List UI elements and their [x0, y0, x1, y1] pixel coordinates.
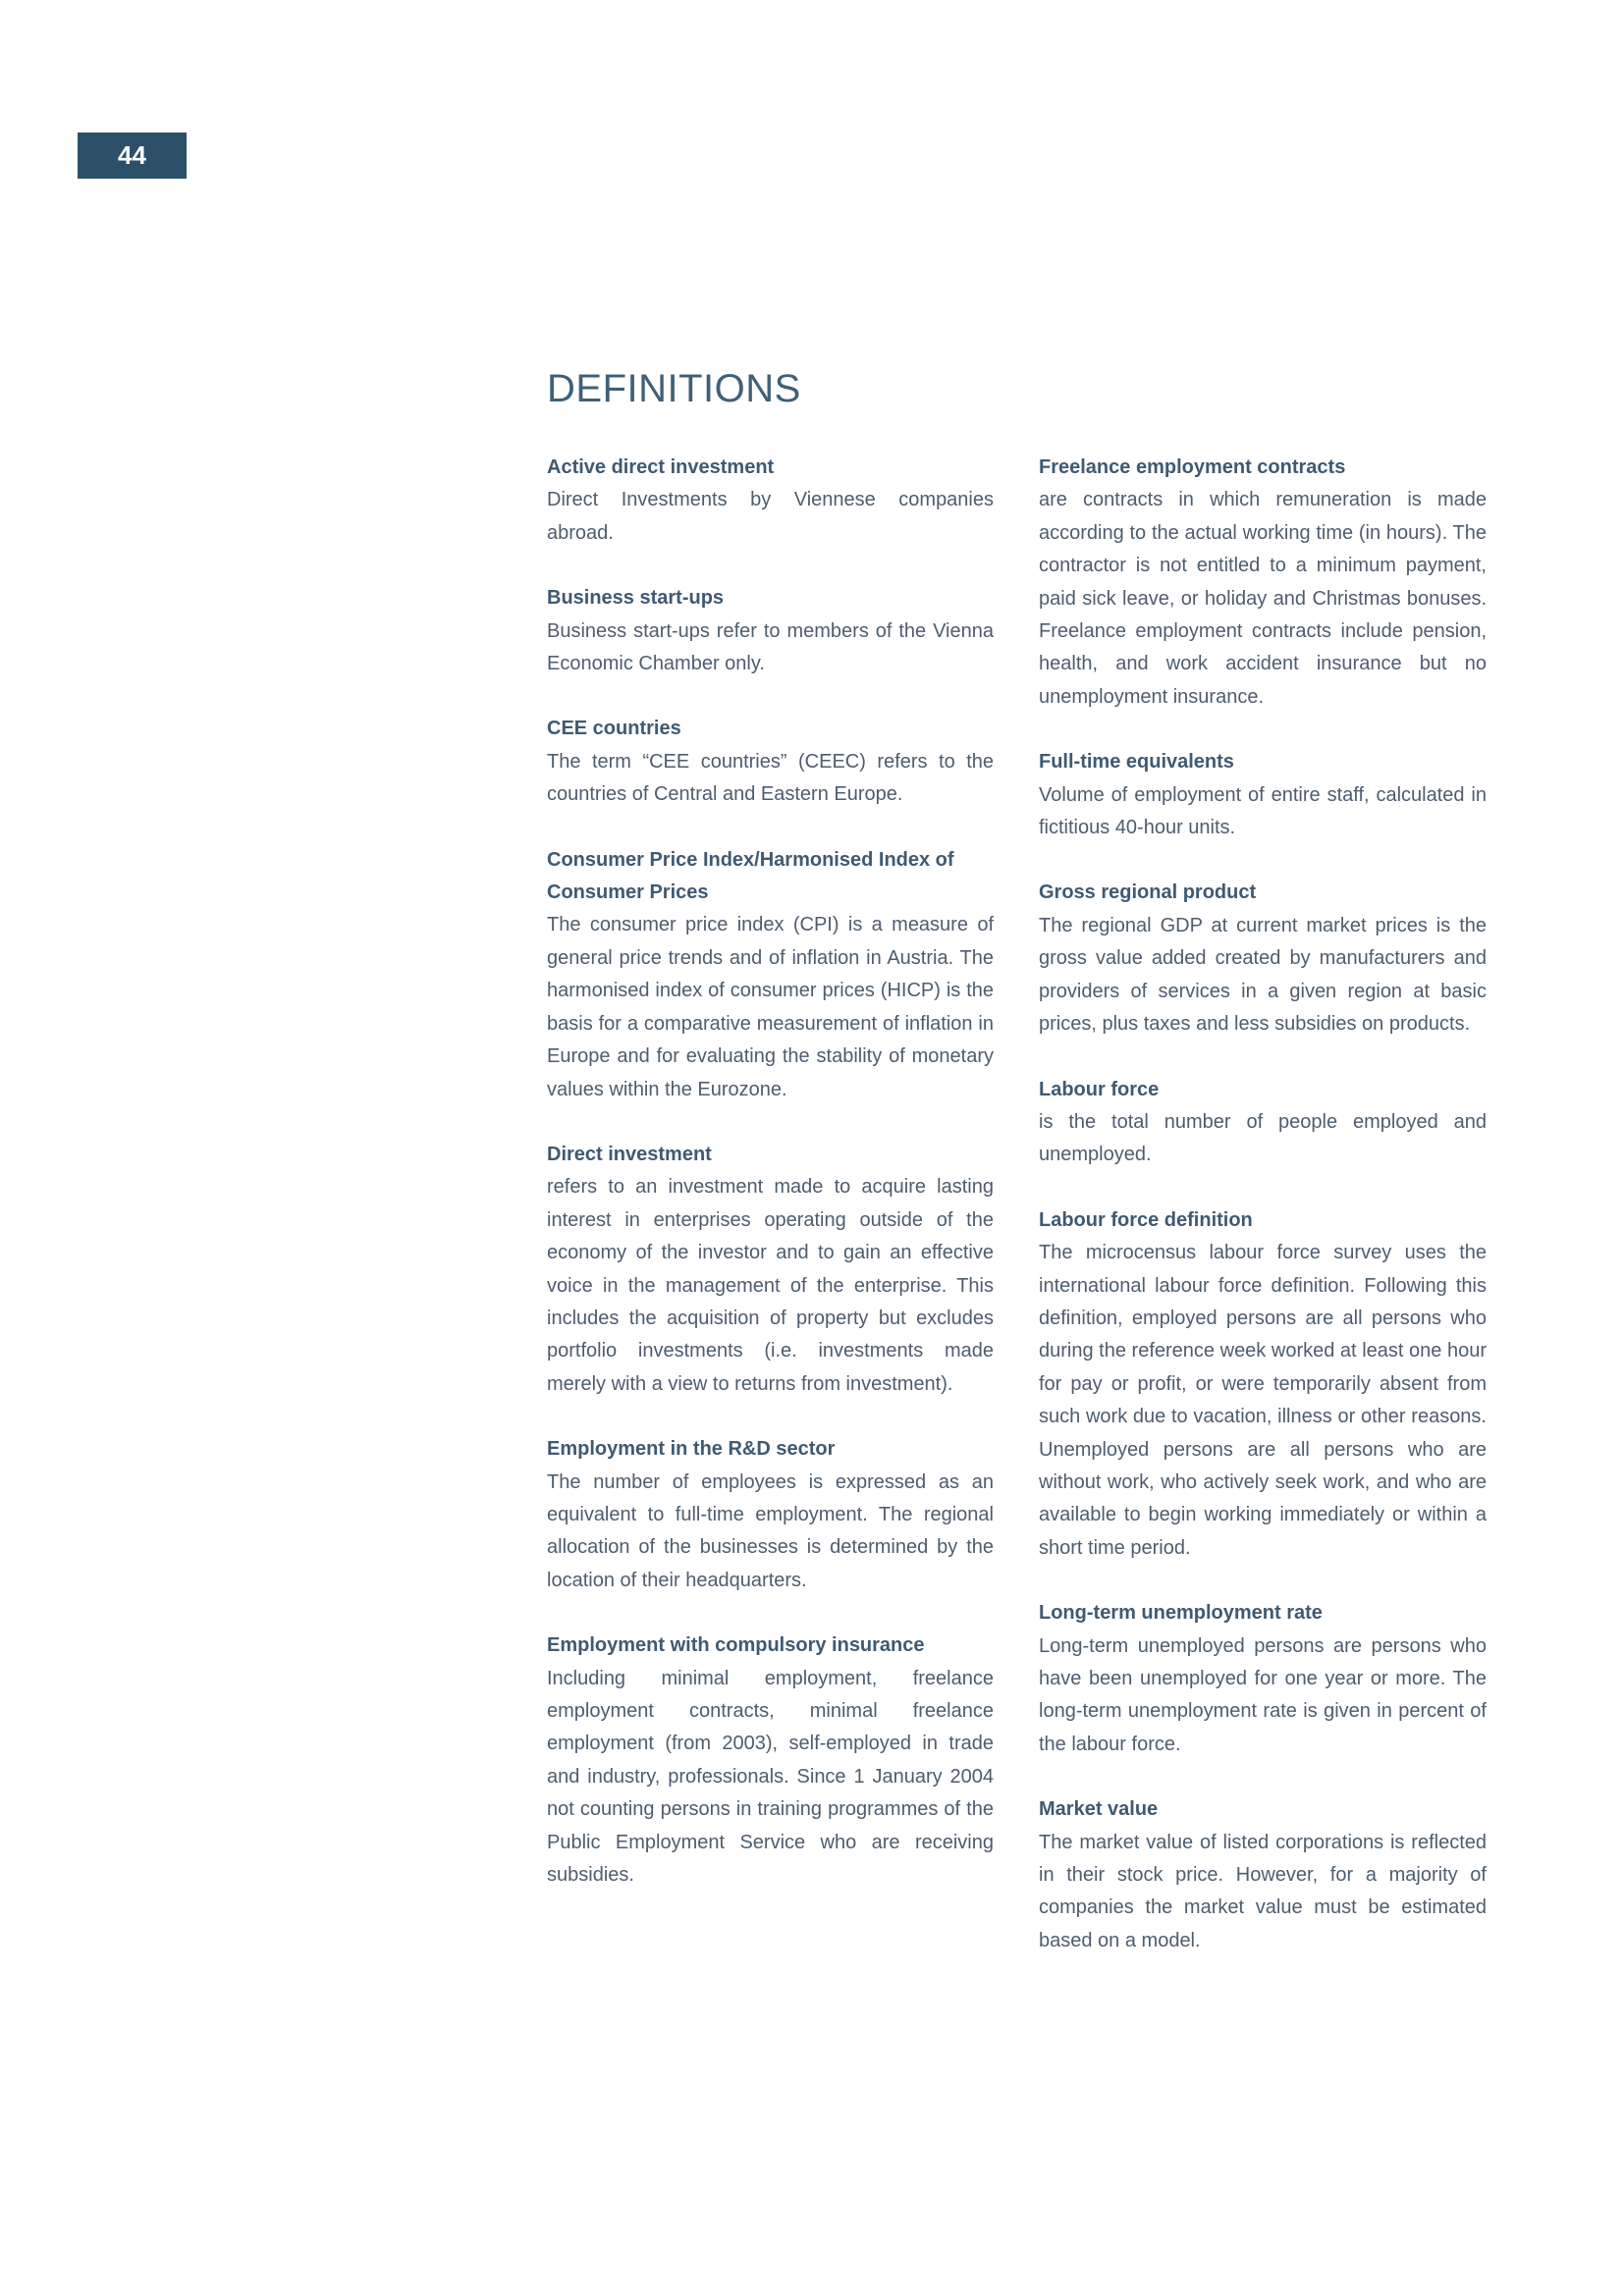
- definition-text: Direct Investments by Viennese companies abroad.: [547, 489, 994, 544]
- definition-term: Full-time equivalents: [1039, 751, 1234, 774]
- definition-employment-compulsory-insurance: [547, 1629, 994, 1892]
- definition-market-value: [1039, 1793, 1487, 1957]
- definition-term: Direct investment: [547, 1143, 712, 1165]
- definition-full-time-equivalents: [1039, 746, 1487, 844]
- definition-direct-investment: [547, 1139, 994, 1401]
- page-number: 44: [78, 133, 187, 179]
- definition-employment-rd-sector: [547, 1433, 994, 1597]
- definition-cee-countries: [547, 713, 994, 811]
- definition-term: Active direct investment: [547, 456, 775, 478]
- definition-text: is the total number of people employed and unemployed.: [1039, 1110, 1487, 1166]
- definition-text: Volume of employment of entire staff, calculated in fictitious 40-hour units.: [1039, 783, 1487, 839]
- definition-text: The market value of listed corporations is reflected in their stock price. However, for a majority of companies the market value must be estimated based on a model.: [1039, 1831, 1487, 1951]
- definition-term: CEE countries: [547, 718, 681, 740]
- definition-term: Labour force: [1039, 1078, 1160, 1100]
- definition-term: Employment with compulsory insurance: [547, 1634, 925, 1657]
- definition-freelance-employment-contracts: [1039, 452, 1487, 714]
- definition-text: The microcensus labour force survey uses the international labour force definition. Following this definition, employed persons are all persons who during the reference week worked at least one hour for pay or profit, or were temporarily absent from such work due to vacation, illness or other reasons. Unemployed persons are all persons who are without work, who actively seek work, and who are available to begin working immediately or within a short time period.: [1039, 1242, 1487, 1559]
- page-title: DEFINITIONS: [547, 367, 801, 410]
- definition-text: The number of employees is expressed as an equivalent to full-time employment. The regional allocation of the businesses is determined by the location of their headquarters.: [547, 1470, 994, 1591]
- definition-long-term-unemployment-rate: [1039, 1597, 1487, 1761]
- definition-labour-force-definition: [1039, 1204, 1487, 1565]
- definition-term: Employment in the R&D sector: [547, 1438, 836, 1461]
- definition-text: The consumer price index (CPI) is a measure of general price trends and of inflation in Austria. The harmonised index of consumer prices (HICP) is the basis for a comparative measurement of inflation in Europe and for evaluating the stability of monetary values within the Eurozone.: [547, 914, 994, 1100]
- definition-term: Freelance employment contracts: [1039, 456, 1346, 478]
- definition-consumer-price-index: [547, 844, 994, 1106]
- definition-term: Consumer Price Index/Harmonised Index of Consumer Prices: [547, 848, 954, 904]
- definitions-left-column: [547, 452, 994, 1924]
- definitions-right-column: [1039, 452, 1487, 1990]
- definition-term: Labour force definition: [1039, 1208, 1253, 1231]
- definition-term: Long-term unemployment rate: [1039, 1602, 1323, 1625]
- definition-text: Business start-ups refer to members of the Vienna Economic Chamber only.: [547, 619, 994, 675]
- definition-gross-regional-product: [1039, 877, 1487, 1041]
- definition-text: The term “CEE countries” (CEEC) refers to the countries of Central and Eastern Europe.: [547, 750, 994, 806]
- definition-text: Long-term unemployed persons are persons who have been unemployed for one year or more. The long-term unemployment rate is given in percent of the labour force.: [1039, 1634, 1487, 1755]
- definition-text: refers to an investment made to acquire lasting interest in enterprises operating outside of the economy of the investor and to gain an effective voice in the management of the enterprise. This includes the acquisition of property but excludes portfolio investments (i.e. investments made merely with a view to returns from investment).: [547, 1176, 994, 1395]
- definition-business-start-ups: [547, 582, 994, 680]
- definition-term: Business start-ups: [547, 587, 725, 610]
- definition-text: The regional GDP at current market prices is the gross value added created by manufacturers and providers of services in a given region at basic prices, plus taxes and less subsidies on products.: [1039, 914, 1487, 1036]
- definition-active-direct-investment: [547, 452, 994, 550]
- definition-term: Gross regional product: [1039, 881, 1257, 904]
- definition-text: are contracts in which remuneration is made according to the actual working time (in hours). The contractor is not entitled to a minimum payment, paid sick leave, or holiday and Christmas bonuses. Freelance employment contracts include pension, health, and work accident insurance but no unemployment insurance.: [1039, 489, 1487, 708]
- definition-term: Market value: [1039, 1798, 1159, 1821]
- definition-text: Including minimal employment, freelance employment contracts, minimal freelance employment (from 2003), self-employed in trade and industry, professionals. Since 1 January 2004 not counting persons in training programmes of the Public Employment Service who are receiving subsidies.: [547, 1667, 994, 1887]
- definition-labour-force: [1039, 1074, 1487, 1172]
